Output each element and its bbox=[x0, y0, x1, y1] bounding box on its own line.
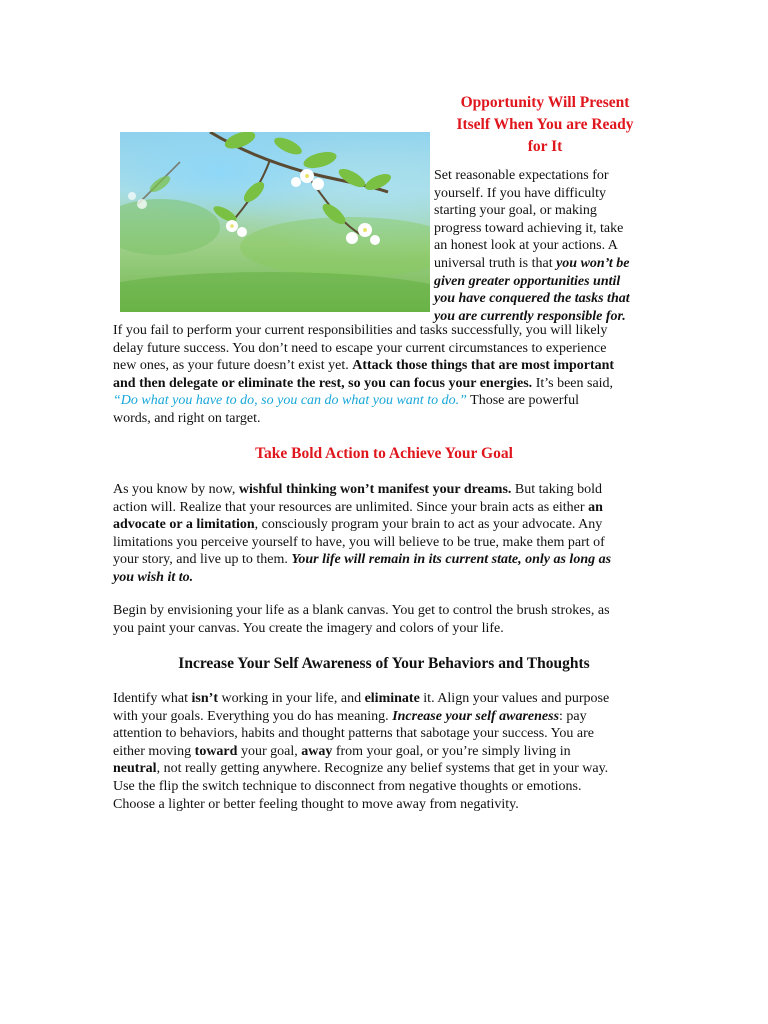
paragraph-expectations bbox=[434, 167, 630, 325]
text-line: starting your goal, or making bbox=[434, 203, 597, 219]
text-line: Choose a lighter or better feeling thought to move away from negativity. bbox=[113, 796, 519, 812]
text-line: delay future success. You don’t need to escape your current circumstances to experience bbox=[113, 340, 607, 356]
text-run: Identify what bbox=[113, 691, 192, 706]
text-run: Those are powerful bbox=[466, 393, 579, 409]
bold-text: wishful thinking won’t manifest your dreams. bbox=[238, 482, 512, 497]
text-run: with your goals. Everything you do has meaning. bbox=[113, 708, 393, 724]
bold-text: advocate or a limitation bbox=[113, 517, 255, 533]
text-run: But taking bold bbox=[511, 482, 603, 497]
text-run: action will. Realize that your resources are unlimited. Since your brain acts as either bbox=[113, 499, 589, 515]
paragraph-blank-canvas bbox=[113, 602, 610, 637]
text-line bbox=[113, 375, 614, 393]
spring-blossom-branch-photo bbox=[120, 132, 430, 312]
text-line: progress toward achieving it, take bbox=[434, 220, 624, 236]
text-run: from your goal, or you’re simply living in bbox=[332, 743, 571, 759]
text-line: words, and right on target. bbox=[113, 410, 261, 426]
text-line: Begin by envisioning your life as a blank canvas. You get to control the brush strokes, as bbox=[113, 603, 610, 618]
text-line bbox=[113, 690, 609, 708]
emphasis-text: you are currently responsible for. bbox=[434, 308, 626, 324]
bold-text: toward bbox=[194, 743, 238, 759]
text-line: limitations you perceive yourself to have, you will believe to be true, make them part of bbox=[113, 534, 605, 550]
heading-self-awareness: Increase Your Self Awareness of Your Behaviors and Thoughts bbox=[178, 655, 590, 672]
bold-text: away bbox=[301, 743, 333, 759]
text-line bbox=[113, 392, 614, 410]
text-line: If you fail to perform your current responsibilities and tasks successfully, you will likely bbox=[113, 323, 608, 338]
text-line: yourself. If you have difficulty bbox=[434, 185, 606, 201]
text-run: it. Align your values and purpose bbox=[419, 691, 610, 706]
text-line bbox=[113, 569, 611, 587]
text-line: Use the flip the switch technique to disconnect from negative thoughts or emotions. bbox=[113, 778, 582, 794]
text-line bbox=[434, 273, 630, 291]
text-run: It’s been said, bbox=[532, 375, 614, 391]
heading-line: Itself When You are Ready bbox=[456, 116, 634, 133]
quote-text: “Do what you have to do, so you can do what you want to do.” bbox=[113, 393, 467, 409]
bold-text: and then delegate or eliminate the rest, so you can focus your energies. bbox=[113, 375, 533, 391]
text-run: your story, and live up to them. bbox=[113, 552, 292, 568]
heading-line: for It bbox=[527, 138, 563, 155]
paragraph-responsibilities bbox=[113, 322, 614, 428]
heading-bold-action: Take Bold Action to Achieve Your Goal bbox=[255, 445, 513, 462]
emphasis-text: you have conquered the tasks that bbox=[434, 291, 630, 307]
text-line bbox=[113, 551, 611, 569]
text-line bbox=[434, 290, 630, 308]
heading-line: Opportunity Will Present bbox=[460, 94, 630, 111]
heading-opportunity bbox=[432, 92, 658, 158]
emphasis-text: given greater opportunities until bbox=[434, 273, 621, 289]
text-run: universal truth is that bbox=[434, 255, 557, 271]
emphasis-text: you wish it to. bbox=[113, 569, 194, 585]
text-line bbox=[113, 357, 614, 375]
text-line bbox=[113, 708, 609, 726]
bold-text: Attack those things that are most important bbox=[352, 358, 615, 374]
text-line bbox=[113, 760, 609, 778]
text-run: new ones, as your future doesn’t exist yet. bbox=[113, 358, 353, 374]
text-line bbox=[113, 743, 609, 761]
text-run: working in your life, and bbox=[217, 691, 365, 706]
text-run: , not really getting anywhere. Recognize any belief systems that get in your way. bbox=[156, 761, 609, 777]
text-run: your goal, bbox=[237, 743, 302, 759]
text-run: As you know by now, bbox=[113, 482, 239, 497]
bold-text: an bbox=[588, 499, 603, 515]
text-line bbox=[113, 481, 611, 499]
text-run: either moving bbox=[113, 743, 195, 759]
text-line bbox=[113, 499, 611, 517]
text-line bbox=[434, 255, 630, 273]
paragraph-bold-action bbox=[113, 481, 611, 587]
paragraph-self-awareness bbox=[113, 690, 609, 813]
text-line: attention to behaviors, habits and thought patterns that sabotage your success. You are bbox=[113, 726, 594, 742]
bold-text: eliminate bbox=[364, 691, 420, 706]
text-line bbox=[113, 516, 611, 534]
emphasis-text: you won’t be bbox=[556, 255, 630, 271]
text-run: : pay bbox=[559, 708, 587, 724]
text-line: an honest look at your actions. A bbox=[434, 238, 618, 254]
emphasis-text: Your life will remain in its current state, only as long as bbox=[291, 552, 612, 568]
text-line: you paint your canvas. You create the imagery and colors of your life. bbox=[113, 620, 504, 636]
bold-text: neutral bbox=[113, 761, 157, 777]
emphasis-text: Increase your self awareness bbox=[392, 708, 560, 724]
text-run: , consciously program your brain to act as your advocate. Any bbox=[254, 517, 603, 533]
text-line: Set reasonable expectations for bbox=[434, 168, 609, 183]
bold-text: isn’t bbox=[191, 691, 218, 706]
